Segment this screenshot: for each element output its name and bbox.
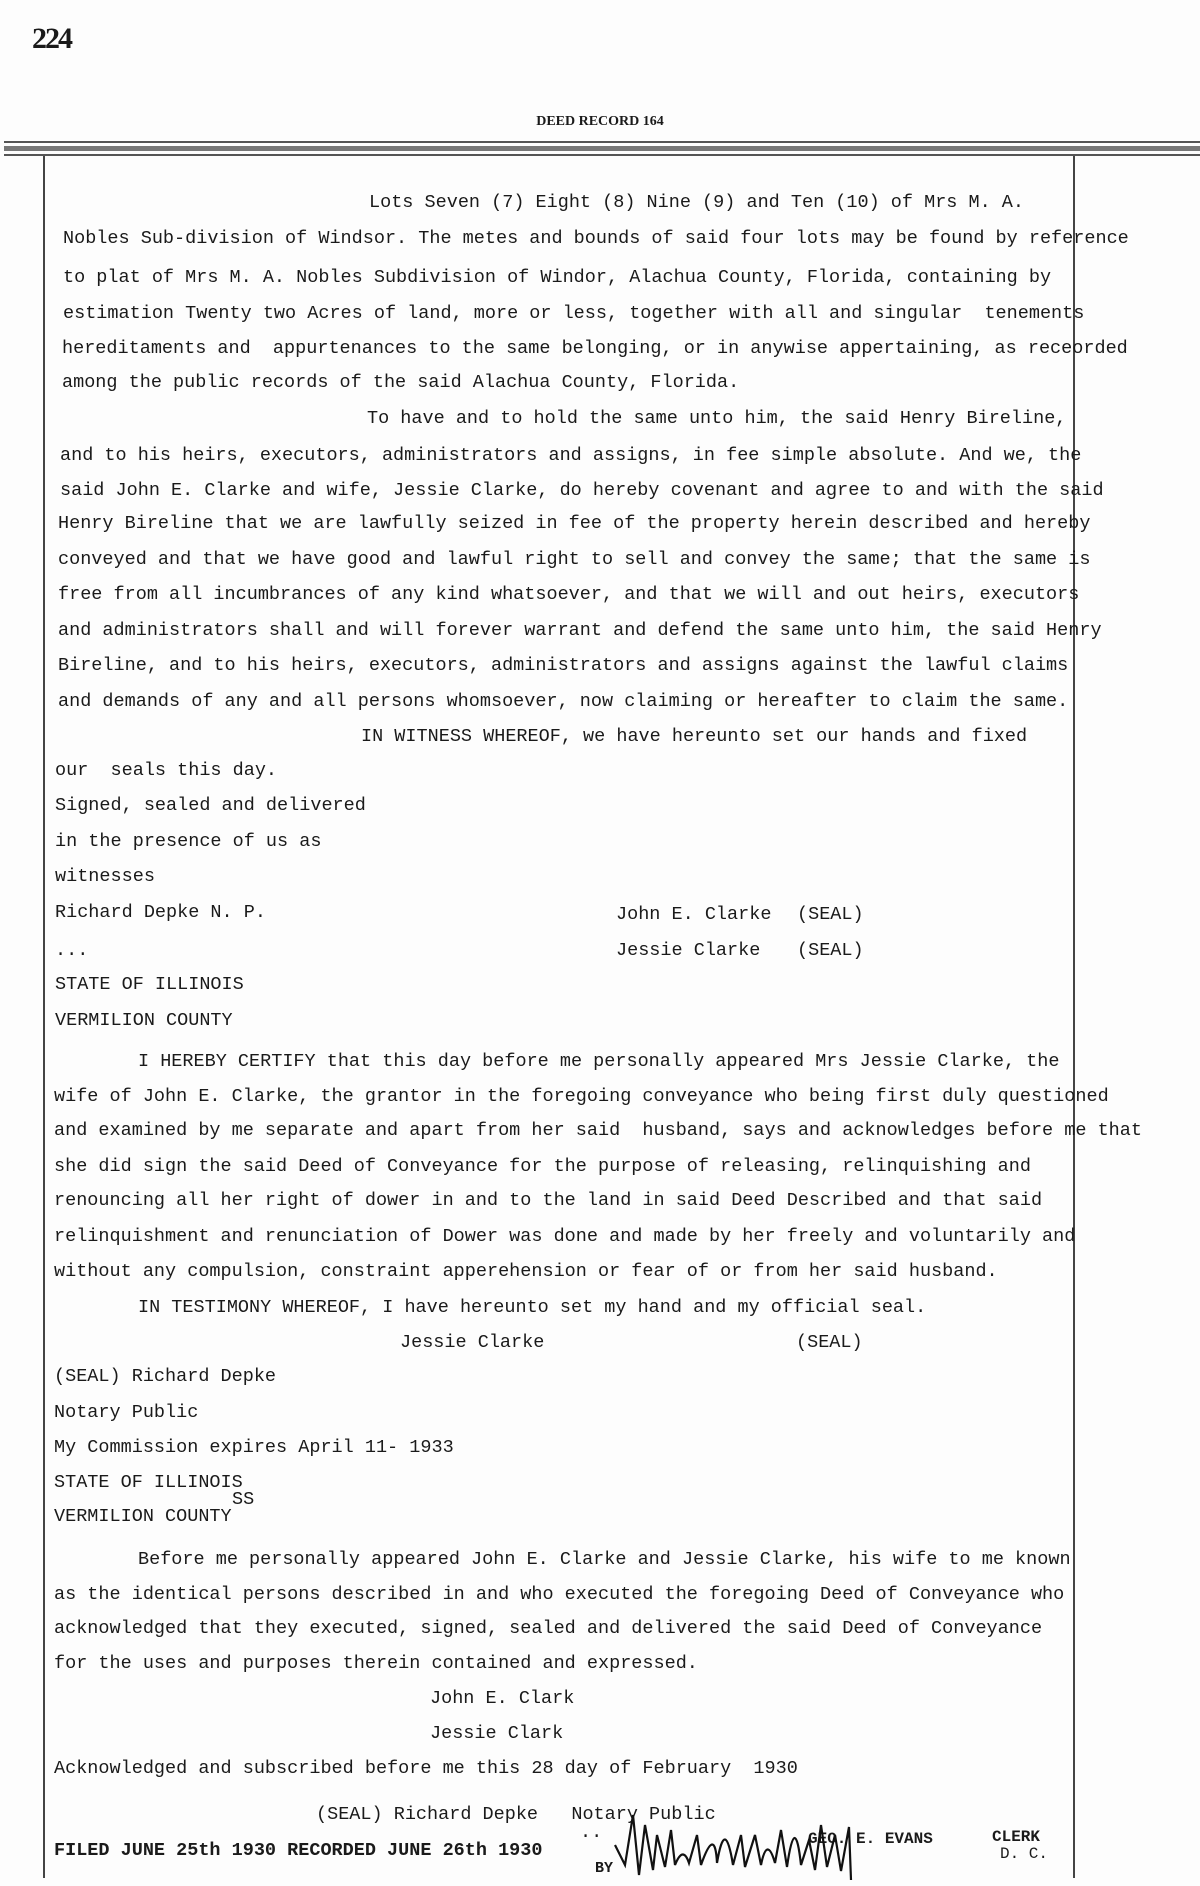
text-line: My Commission expires April 11- 1933 [54, 1437, 454, 1458]
text-line: Lots Seven (7) Eight (8) Nine (9) and Ten (10) of Mrs M. A. [369, 192, 1025, 213]
rule-divider [4, 154, 1200, 156]
text-line: (SEAL) Richard Depke Notary Public [316, 1804, 716, 1825]
text-line: IN TESTIMONY WHEREOF, I have hereunto set my hand and my official seal. [138, 1297, 927, 1318]
text-line: acknowledged that they executed, signed, sealed and delivered the said Deed of Conveyance [54, 1618, 1043, 1639]
text-line: I HEREBY CERTIFY that this day before me personally appeared Mrs Jessie Clarke, the [138, 1051, 1060, 1072]
text-line: IN WITNESS WHEREOF, we have hereunto set our hands and fixed [361, 726, 1028, 747]
text-line: to plat of Mrs M. A. Nobles Subdivision of Windor, Alachua County, Florida, containing by [63, 267, 1052, 288]
wife-signature: Jessie Clarke [400, 1332, 545, 1353]
text-line: as the identical persons described in and who executed the foregoing Deed of Conveyance who [54, 1584, 1065, 1605]
text-line: STATE OF ILLINOIS [54, 1472, 243, 1493]
text-line: hereditaments and appurtenances to the same belonging, or in anywise appertaining, as receorded [62, 338, 1128, 359]
text-line: and demands of any and all persons whomsoever, now claiming or hereafter to claim the same. [58, 691, 1069, 712]
text-line: witnesses [55, 866, 155, 887]
text-line: To have and to hold the same unto him, the said Henry Bireline, [367, 408, 1067, 429]
text-line: estimation Twenty two Acres of land, more or less, together with all and singular tenements [63, 303, 1085, 324]
ss-label: SS [232, 1489, 255, 1510]
text-line: Before me personally appeared John E. Clarke and Jessie Clarke, his wife to me known [138, 1549, 1071, 1570]
text-line: Notary Public [54, 1402, 199, 1423]
witness-name: Richard Depke N. P. [55, 902, 266, 923]
seal-label: (SEAL) [796, 1332, 863, 1353]
page-number: 224 [32, 22, 71, 55]
seal-label: (SEAL) [797, 904, 864, 925]
ack-signature: John E. Clark [430, 1688, 575, 1709]
text-line: among the public records of the said Alachua County, Florida. [62, 372, 740, 393]
left-margin-line [43, 156, 45, 1878]
grantor-signature: Jessie Clarke [616, 940, 761, 961]
text-line: and examined by me separate and apart from her said husband, says and acknowledges before me that [54, 1120, 1142, 1141]
filing-line: FILED JUNE 25th 1930 RECORDED JUNE 26th 1930 [54, 1840, 543, 1861]
deputy-clerk-label: D. C. [1000, 1845, 1049, 1863]
record-header: DEED RECORD 164 [536, 114, 664, 129]
text-line: VERMILION COUNTY [54, 1506, 232, 1527]
text-line: relinquishment and renunciation of Dower was done and made by her freely and voluntarily and [54, 1226, 1076, 1247]
rule-divider [4, 141, 1200, 143]
text-line: Henry Bireline that we are lawfully seized in fee of the property herein described and hereby [58, 513, 1091, 534]
text-line: Bireline, and to his heirs, executors, administrators and assigns against the lawful claims [58, 655, 1069, 676]
seal-label: (SEAL) [797, 940, 864, 961]
clerk-title: CLERK [992, 1828, 1041, 1846]
text-line: wife of John E. Clarke, the grantor in the foregoing conveyance who being first duly questioned [54, 1086, 1109, 1107]
by-label: BY [595, 1860, 614, 1877]
right-margin-line [1073, 156, 1075, 1878]
text-line: and administrators shall and will forever warrant and defend the same unto him, the said Henry [58, 620, 1102, 641]
text-line: renouncing all her right of dower in and to the land in said Deed Described and that said [54, 1190, 1043, 1211]
text-line: in the presence of us as [55, 831, 322, 852]
text-line: Signed, sealed and delivered [55, 795, 366, 816]
text-line: VERMILION COUNTY [55, 1010, 233, 1031]
text-line: conveyed and that we have good and lawful right to sell and convey the same; that the same is [58, 549, 1091, 570]
rule-divider [4, 146, 1200, 151]
text-line: STATE OF ILLINOIS [55, 974, 244, 995]
grantor-signature: John E. Clarke [616, 904, 772, 925]
clerk-name: GEO. E. EVANS [808, 1830, 933, 1848]
handwritten-signature [605, 1805, 875, 1885]
text-line: she did sign the said Deed of Conveyance for the purpose of releasing, relinquishing and [54, 1156, 1031, 1177]
text-line: for the uses and purposes therein contained and expressed. [54, 1653, 698, 1674]
text-line: our seals this day. [55, 760, 278, 781]
text-line: (SEAL) Richard Depke [54, 1366, 277, 1387]
text-line: ... [55, 940, 89, 961]
text-line: and to his heirs, executors, administrators and assigns, in fee simple absolute. And we, the [60, 445, 1082, 466]
text-line: Acknowledged and subscribed before me this 28 day of February 1930 [54, 1758, 798, 1779]
text-line: without any compulsion, constraint apperehension or fear of or from her said husband. [54, 1261, 998, 1282]
ack-signature: Jessie Clark [430, 1723, 564, 1744]
clerk-dots: .. [580, 1822, 603, 1843]
text-line: said John E. Clarke and wife, Jessie Clarke, do hereby covenant and agree to and with the said [60, 480, 1104, 501]
text-line: Nobles Sub-division of Windsor. The metes and bounds of said four lots may be found by reference [63, 228, 1129, 249]
text-line: free from all incumbrances of any kind whatsoever, and that we will and out heirs, executors [58, 584, 1080, 605]
